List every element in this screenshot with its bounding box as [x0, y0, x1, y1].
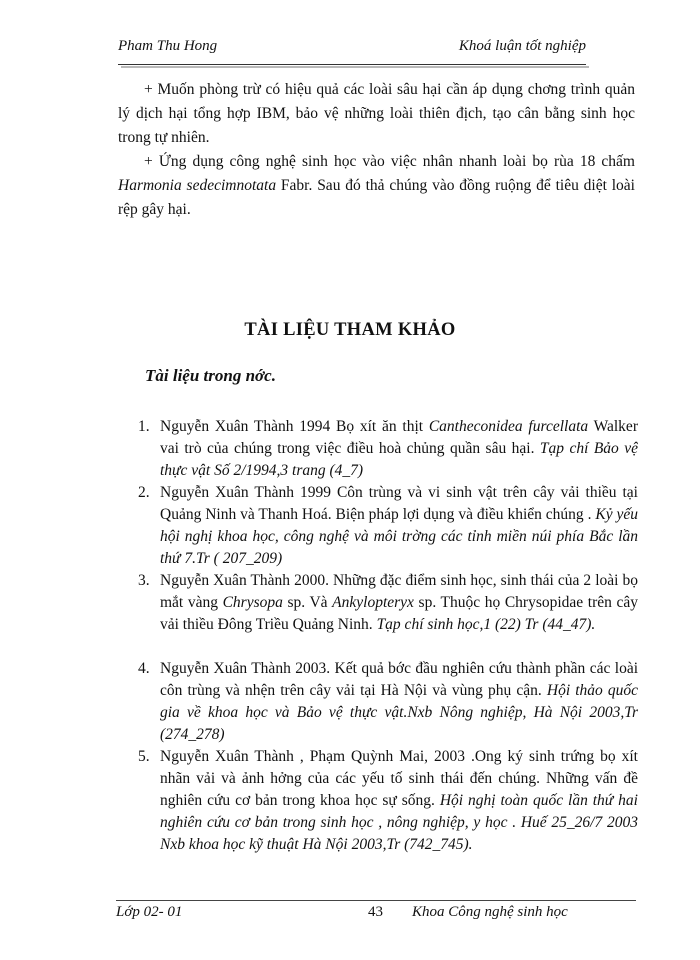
reference-number: 1. — [138, 418, 150, 435]
reference-item: 4. Nguyễn Xuân Thành 2003. Kết quả bớc đầu nghiên cứu thành phần các loài côn trùng và nhện trên cây vải tại Hà Nội và vùng phụ cận. Hội thảo quốc gia về khoa học và Bảo vệ thực vật.Nxb Nông nghiệp, Hà Nội 2003,Tr (274_278) — [138, 660, 639, 743]
header-author: Pham Thu Hong — [118, 38, 218, 54]
reference-number: 4. — [138, 660, 150, 677]
page-header — [118, 38, 586, 65]
reference-item: 1. Nguyễn Xuân Thành 1994 Bọ xít ăn thịt Cantheconidea furcellata Walker vai trò của chúng trong việc điều hoà chủng quần sâu hại. Tạp chí Bảo vệ thực vật Số 2/1994,3 trang (4_7) — [138, 418, 638, 479]
reference-item: 3. Nguyễn Xuân Thành 2000. Những đặc điểm sinh học, sinh thái của 2 loài bọ mắt vàng Chrysopa sp. Và Ankylopteryx sp. Thuộc họ Chrysopidae trên cây vải thiều Đông Triều Quảng Ninh. Tạp chí sinh học,1 (22) Tr (44_47). — [138, 572, 639, 633]
header-thesis-title: Khoá luận tốt nghiệp — [458, 38, 586, 54]
references-title: TÀI LIỆU THAM KHẢO — [244, 320, 456, 340]
intro-paragraph-1: + Muốn phòng trừ có hiệu quả các loài sâu hại cần áp dụng chơng trình quản lý dịch hại tổng hợp IBM, bảo vệ những loài thiên địch, tạo cân bằng sinh học trong tự nhiên. — [118, 81, 635, 146]
reference-number: 2. — [138, 484, 150, 501]
reference-item: 2. Nguyễn Xuân Thành 1999 Côn trùng và vi sinh vật trên cây vải thiều tại Quảng Ninh và Thanh Hoá. Biện pháp lợi dụng và điều khiển chúng . Kỷ yếu hội nghị khoa học, công nghệ và môi trờng các tỉnh miền núi phía Bắc lần thứ 7.Tr ( 207_209) — [138, 484, 638, 567]
intro-paragraph-2: + Ứng dụng công nghệ sinh học vào việc nhân nhanh loài bọ rùa 18 chấm Harmonia sedecimnotata Fabr. Sau đó thả chúng vào đồng ruộng để tiêu diệt loài rệp gây hại. — [118, 153, 635, 218]
footer-class: Lớp 02- 01 — [116, 904, 183, 920]
footer-faculty: Khoa Công nghệ sinh học — [412, 904, 568, 920]
reference-number: 5. — [138, 748, 150, 765]
page-number: 43 — [368, 904, 383, 920]
reference-number: 3. — [138, 572, 150, 589]
reference-item: 5. Nguyễn Xuân Thành , Phạm Quỳnh Mai, 2003 .Ong ký sinh trứng bọ xít nhãn vải và ảnh hởng của các yếu tố sinh thái đến chúng. Những vấn đề nghiên cứu cơ bản trong khoa học sự sống. Hội nghị toàn quốc lần thứ hai nghiên cứu cơ bản trong sinh học , nông nghiệp, y học . Huế 25_26/7 2003 Nxb khoa học kỹ thuật Hà Nội 2003,Tr (742_745). — [138, 748, 638, 853]
page-footer — [116, 900, 636, 921]
header-divider — [121, 66, 589, 68]
species-name: Harmonia sedecimnotata — [118, 177, 277, 194]
domestic-references-subtitle: Tài liệu trong nớc. — [145, 366, 276, 385]
